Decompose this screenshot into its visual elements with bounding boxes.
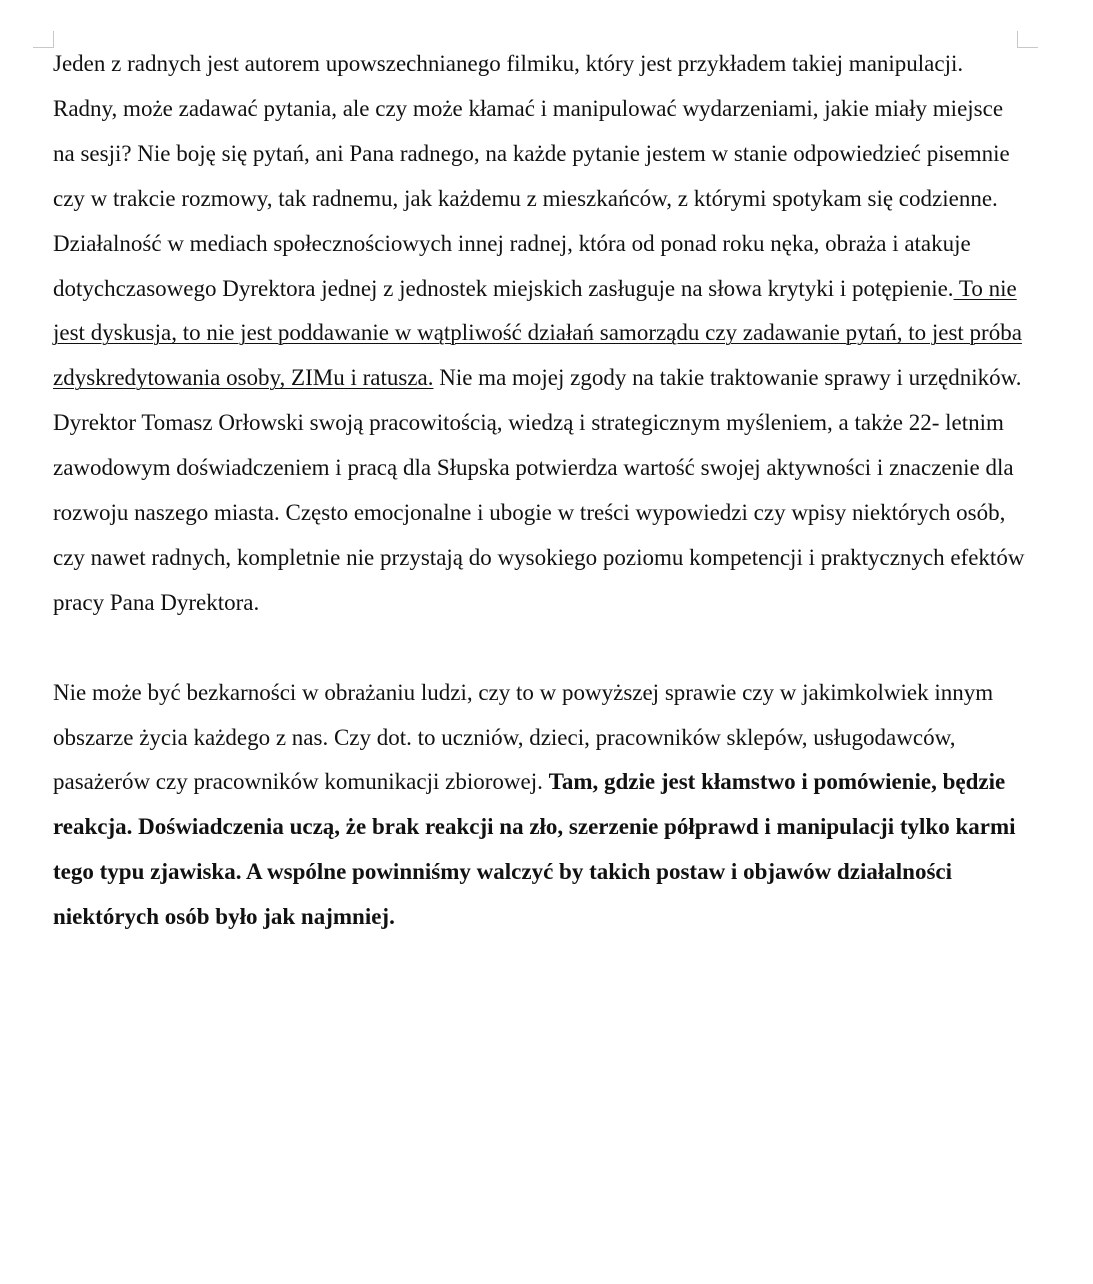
paragraph-2 xyxy=(53,671,1028,940)
paragraph-2-bold-text: Tam, gdzie jest kłamstwo i pomówienie, będzie reakcja. Doświadczenia uczą, że brak reakcji na zło, szerzenie półprawd i manipulacji tylko karmi tego typu zjawiska. A wspólne powinniśmy walczyć by takich postaw i objawów działalności niektórych osób było jak najmniej. xyxy=(53,769,1016,930)
paragraph-1-text-b: Nie ma mojej zgody na takie traktowanie sprawy i urzędników. Dyrektor Tomasz Orłowski swoją pracowitością, wiedzą i strategicznym myśleniem, a także 22- letnim zawodowym doświadczeniem i pracą dla Słupska potwierdza wartość swojej aktywności i znaczenie dla rozwoju naszego miasta. Często emocjonalne i ubogie w treści wypowiedzi czy wpisy niektórych osób, czy nawet radnych, kompletnie nie przystają do wysokiego poziomu kompetencji i praktycznych efektów pracy Pana Dyrektora. xyxy=(53,365,1025,615)
paragraph-1-text-a: Jeden z radnych jest autorem upowszechnianego filmiku, który jest przykładem takiej manipulacji. Radny, może zadawać pytania, ale czy może kłamać i manipulować wydarzeniami, jakie miały miejsce na sesji? Nie boję się pytań, ani Pana radnego, na każde pytanie jestem w stanie odpowiedzieć pisemnie czy w trakcie rozmowy, tak radnemu, jak każdemu z mieszkańców, z którymi spotykam się codzienne. Działalność w mediach społecznościowych innej radnej, która od ponad roku nęka, obraża i atakuje dotychczasowego Dyrektora jednej z jednostek miejskich zasługuje na słowa krytyki i potępienie. xyxy=(53,51,1010,301)
paragraph-spacing xyxy=(53,626,1028,671)
paragraph-1-underlined-text: To nie jest dyskusja, to nie jest poddawanie w wątpliwość działań samorządu czy zadawanie pytań, to jest próba zdyskredytowania osoby, ZIMu i ratusza. xyxy=(53,275,1022,391)
margin-corner-marker-top-left xyxy=(33,31,54,48)
paragraph-1 xyxy=(53,42,1028,626)
document-body[interactable] xyxy=(53,42,1028,940)
paragraph-2-text: Nie może być bezkarności w obrażaniu ludzi, czy to w powyższej sprawie czy w jakimkolwiek innym obszarze życia każdego z nas. Czy dot. to uczniów, dzieci, pracowników sklepów, usługodawców, pasażerów czy pracowników komunikacji zbiorowej. xyxy=(53,679,994,795)
